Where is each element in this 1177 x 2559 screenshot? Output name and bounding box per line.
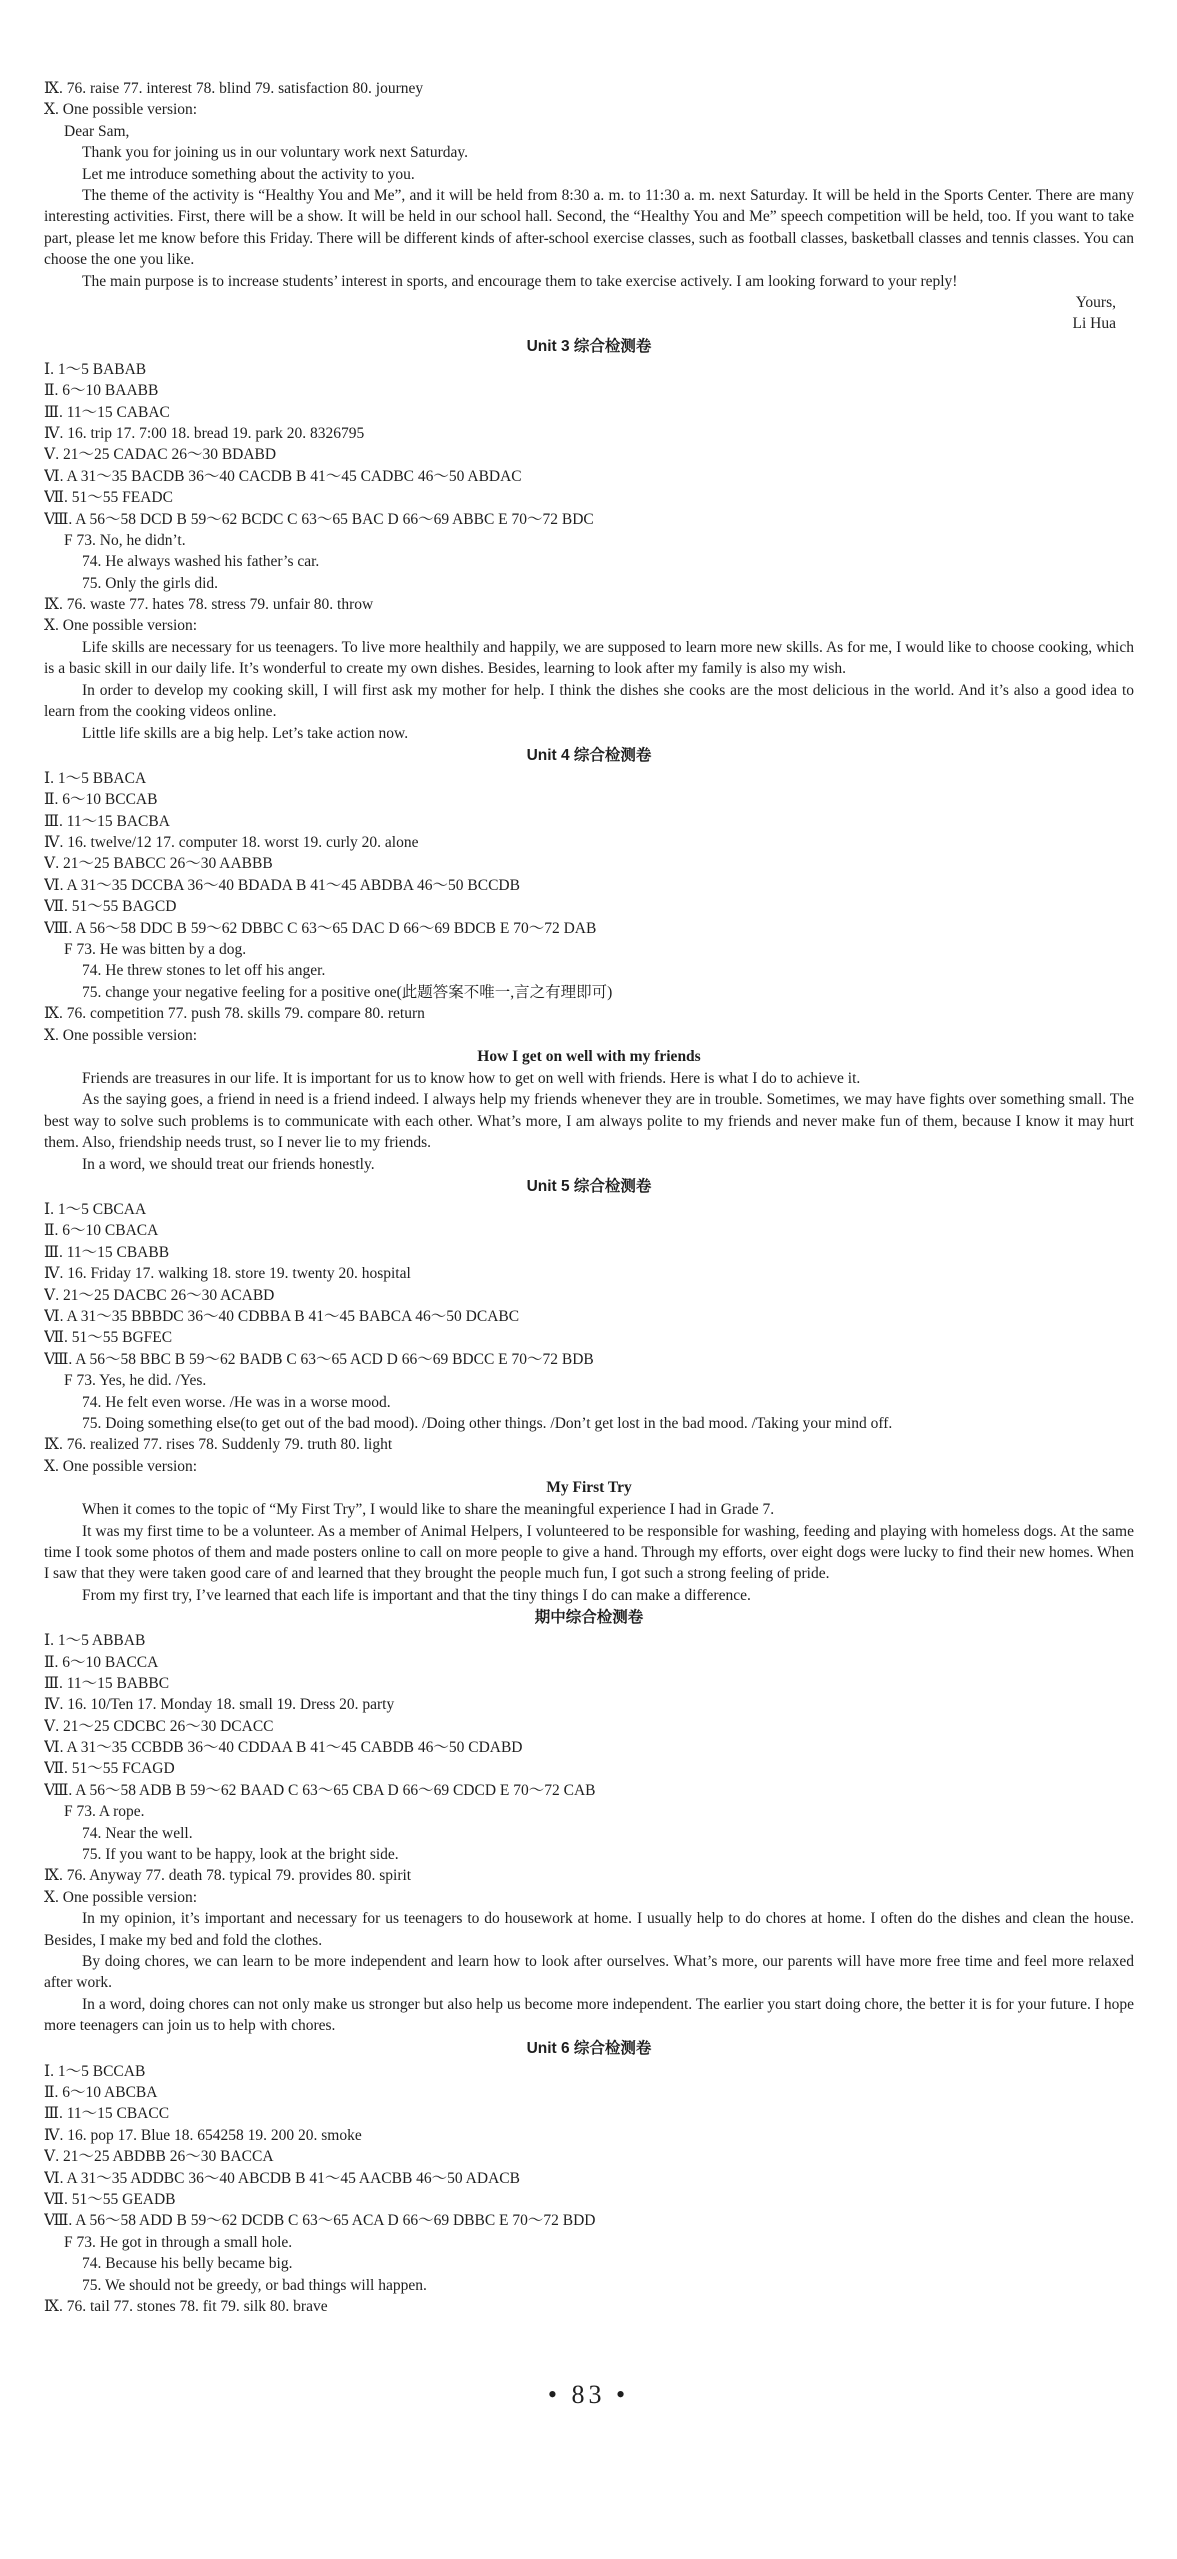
answer-line: Ⅱ. 6～10 BACCA <box>44 1653 159 1671</box>
answer-line: Ⅱ. 6～10 CBACA <box>44 1222 159 1240</box>
answer-line: Ⅸ. 76. realized 77. rises 78. Suddenly 79. truth 80. light <box>44 1436 393 1454</box>
essay-paragraph: In a word, we should treat our friends honestly. <box>82 1155 375 1173</box>
answer-line: Ⅵ. A 31～35 BBBDC 36～40 CDBBA B 41～45 BABCA 46～50 DCABC <box>44 1307 520 1325</box>
answer-line: Ⅸ. 76. competition 77. push 78. skills 79. compare 80. return <box>44 1005 425 1023</box>
answer-line: Ⅲ. 11～15 CABAC <box>44 403 170 421</box>
answer-line: Ⅴ. 21～25 BABCC 26～30 AABBB <box>44 855 273 873</box>
answer-line: Ⅵ. A 31～35 BACDB 36～40 CACDB B 41～45 CADBC 46～50 ABDAC <box>44 467 522 485</box>
letter-paragraph: Let me introduce something about the activity to you. <box>82 165 415 183</box>
answer-line: 74. Because his belly became big. <box>82 2255 293 2273</box>
answer-line: Ⅷ. A 56～58 ADD B 59～62 DCDB C 63～65 ACA D 66～69 DBBC E 70～72 BDD <box>44 2212 596 2230</box>
essay-paragraph: By doing chores, we can learn to be more independent and learn how to look after ourselves. What’s more, our parents will have more free time and feel more relaxed after work. <box>44 1953 1134 1992</box>
answer-line: Ⅱ. 6～10 ABCBA <box>44 2084 158 2102</box>
answer-line: Ⅹ. One possible version: <box>44 1026 198 1044</box>
unit4-title: Unit 4 综合检测卷 <box>526 746 652 764</box>
answer-line: Ⅴ. 21～25 CDCBC 26～30 DCACC <box>44 1717 274 1735</box>
essay-paragraph: Little life skills are a big help. Let’s take action now. <box>82 724 409 742</box>
unit6-title: Unit 6 综合检测卷 <box>526 2039 652 2057</box>
essay-paragraph: It was my first time to be a volunteer. As a member of Animal Helpers, I volunteered to be responsible for washing, feeding and playing with homeless dogs. At the same time I took some photos of them and made posters online to call on more people to give a hand. Through my efforts, over eight dogs were lucky to find their new homes. When I saw that they were taken good care of and learned that they brought the people much fun, I got such a strong feeling of pride. <box>44 1522 1134 1583</box>
essay-paragraph: Friends are treasures in our life. It is important for us to know how to get on well with friends. Here is what I do to achieve it. <box>82 1069 861 1087</box>
answer-line: Ⅸ. 76. Anyway 77. death 78. typical 79. provides 80. spirit <box>44 1867 412 1885</box>
answer-line: F 73. He was bitten by a dog. <box>64 941 247 959</box>
answer-line: Ⅰ. 1～5 CBCAA <box>44 1201 147 1219</box>
top-x-heading: Ⅹ. One possible version: <box>44 101 198 119</box>
essay-paragraph: In order to develop my cooking skill, I will first ask my mother for help. I think the dishes she cooks are the most delicious in the world. And it’s also a good idea to learn from the cooking videos online. <box>44 681 1134 721</box>
answer-line: Ⅷ. A 56～58 DCD B 59～62 BCDC C 63～65 BAC D 66～69 ABBC E 70～72 BDC <box>44 510 594 528</box>
answer-line: Ⅲ. 11～15 CBABB <box>44 1243 170 1261</box>
essay-paragraph: In my opinion, it’s important and necessary for us teenagers to do housework at home. I usually help to do chores at home. I often do the dishes and clean the house. Besides, I make my bed and fold the clothes. <box>44 1910 1134 1949</box>
essay-title: My First Try <box>546 1479 632 1497</box>
answer-line: Ⅶ. 51～55 FCAGD <box>44 1760 175 1778</box>
answer-line: 74. He threw stones to let off his anger. <box>82 962 326 980</box>
answer-line: Ⅸ. 76. waste 77. hates 78. stress 79. unfair 80. throw <box>44 596 374 614</box>
answer-line: Ⅹ. One possible version: <box>44 617 198 635</box>
midterm-title: 期中综合检测卷 <box>534 1609 644 1627</box>
essay-title: How I get on well with my friends <box>477 1047 701 1065</box>
answer-line: Ⅰ. 1～5 ABBAB <box>44 1632 146 1650</box>
answer-line: Ⅹ. One possible version: <box>44 1457 198 1475</box>
letter-signature: Li Hua <box>1072 315 1116 333</box>
answer-line: 74. He always washed his father’s car. <box>82 553 320 571</box>
answer-line: 75. Doing something else(to get out of the bad mood). /Doing other things. /Don’t get lost in the bad mood. /Taking your mind off. <box>82 1414 893 1432</box>
letter-salutation: Dear Sam, <box>64 122 130 140</box>
answer-line: Ⅰ. 1～5 BCCAB <box>44 2062 146 2080</box>
answer-line: Ⅶ. 51～55 GEADB <box>44 2190 176 2208</box>
essay-paragraph: In a word, doing chores can not only make us stronger but also help us become more independent. The earlier you start doing chore, the better it is for your future. I hope more teenagers can join us to help with chores. <box>44 1995 1134 2035</box>
letter-paragraph: Thank you for joining us in our voluntary work next Saturday. <box>82 144 469 162</box>
answer-line: Ⅶ. 51～55 BGFEC <box>44 1329 173 1347</box>
answer-line: 75. If you want to be happy, look at the bright side. <box>82 1846 399 1864</box>
answer-line: Ⅲ. 11～15 CBACC <box>44 2105 170 2123</box>
answer-line: Ⅵ. A 31～35 CCBDB 36～40 CDDAA B 41～45 CABDB 46～50 CDABD <box>44 1739 523 1757</box>
answer-line: 74. He felt even worse. /He was in a worse mood. <box>82 1393 391 1411</box>
answer-line: Ⅷ. A 56～58 DDC B 59～62 DBBC C 63～65 DAC D 66～69 BDCB E 70～72 DAB <box>44 919 597 937</box>
answer-line: Ⅳ. 16. Friday 17. walking 18. store 19. twenty 20. hospital <box>44 1265 411 1283</box>
answer-line: 75. We should not be greedy, or bad things will happen. <box>82 2276 427 2294</box>
answer-line: 74. Near the well. <box>82 1824 193 1842</box>
letter-closing: Yours, <box>1075 294 1116 312</box>
answer-line: Ⅸ. 76. tail 77. stones 78. fit 79. silk 80. brave <box>44 2297 328 2315</box>
answer-line: Ⅲ. 11～15 BABBC <box>44 1674 170 1692</box>
unit3-title: Unit 3 综合检测卷 <box>526 337 652 355</box>
answer-line: Ⅰ. 1～5 BBACA <box>44 769 147 787</box>
answer-line: Ⅶ. 51～55 BAGCD <box>44 898 177 916</box>
answer-line: 75. Only the girls did. <box>82 574 219 592</box>
answer-line: Ⅱ. 6～10 BCCAB <box>44 791 158 809</box>
answer-line: Ⅷ. A 56～58 BBC B 59～62 BADB C 63～65 ACD D 66～69 BDCC E 70～72 BDB <box>44 1350 594 1368</box>
answer-line: Ⅵ. A 31～35 ADDBC 36～40 ABCDB B 41～45 AACBB 46～50 ADACB <box>44 2169 520 2187</box>
answer-line: F 73. No, he didn’t. <box>64 531 186 549</box>
answer-line: Ⅷ. A 56～58 ADB B 59～62 BAAD C 63～65 CBA D 66～69 CDCD E 70～72 CAB <box>44 1781 596 1799</box>
answer-line: Ⅱ. 6～10 BAABB <box>44 382 159 400</box>
unit5-title: Unit 5 综合检测卷 <box>526 1178 652 1196</box>
answer-line: Ⅶ. 51～55 FEADC <box>44 489 173 507</box>
answer-line: Ⅴ. 21～25 CADAC 26～30 BDABD <box>44 446 277 464</box>
answer-line: 75. change your negative feeling for a positive one(此题答案不唯一,言之有理即可) <box>82 983 613 1001</box>
essay-paragraph: Life skills are necessary for us teenagers. To live more healthily and happily, we are supposed to learn more new skills. As for me, I would like to choose cooking, which is a basic skill in our daily life. It’s wonderful to create my own dishes. Besides, learning to look after my family is also my wish. <box>44 638 1134 678</box>
answer-line: Ⅳ. 16. twelve/12 17. computer 18. worst 19. curly 20. alone <box>44 834 419 852</box>
answer-line: F 73. He got in through a small hole. <box>64 2233 293 2251</box>
answer-line: F 73. A rope. <box>64 1803 145 1821</box>
letter-paragraph: The theme of the activity is “Healthy You and Me”, and it will be held from 8:30 a. m. to 11:30 a. m. next Saturday. It will be held in the Sports Center. There are many interesting activities. First, there will be a show. It will be held in our school hall. Second, the “Healthy You and Me” speech competition will be held, too. If you want to take part, please let me know before this Friday. There will be different kinds of after-school exercise classes, such as football classes, basketball classes and tennis classes. You can choose the one you like. <box>44 186 1134 269</box>
answer-line: Ⅳ. 16. trip 17. 7:00 18. bread 19. park 20. 8326795 <box>44 424 365 442</box>
letter-paragraph: The main purpose is to increase students’ interest in sports, and encourage them to take exercise actively. I am looking forward to your reply! <box>82 272 958 290</box>
answer-line: Ⅴ. 21～25 DACBC 26～30 ACABD <box>44 1286 275 1304</box>
answer-line: Ⅹ. One possible version: <box>44 1888 198 1906</box>
answer-page <box>44 78 1134 2317</box>
answer-line: Ⅳ. 16. pop 17. Blue 18. 654258 19. 200 20. smoke <box>44 2126 362 2144</box>
essay-paragraph: As the saying goes, a friend in need is a friend indeed. I always help my friends whenever they are in trouble. Sometimes, we may have fights over something small. The best way to solve such problems is to communicate with each other. What’s more, I am always polite to my friends and never make fun of them, because I know it may hurt them. Also, friendship needs trust, so I never lie to my friends. <box>44 1091 1134 1152</box>
answer-line: Ⅳ. 16. 10/Ten 17. Monday 18. small 19. Dress 20. party <box>44 1696 395 1714</box>
top-ix-answers: Ⅸ. 76. raise 77. interest 78. blind 79. satisfaction 80. journey <box>44 80 424 97</box>
answer-line: Ⅲ. 11～15 BACBA <box>44 812 170 830</box>
page-number: • 83 • <box>547 2380 630 2409</box>
answer-line: F 73. Yes, he did. /Yes. <box>64 1372 207 1390</box>
answer-line: Ⅴ. 21～25 ABDBB 26～30 BACCA <box>44 2148 274 2166</box>
essay-paragraph: When it comes to the topic of “My First Try”, I would like to share the meaningful experience I had in Grade 7. <box>82 1501 775 1519</box>
essay-paragraph: From my first try, I’ve learned that each life is important and that the tiny things I do can make a difference. <box>82 1586 751 1604</box>
answer-line: Ⅰ. 1～5 BABAB <box>44 360 147 378</box>
answer-line: Ⅵ. A 31～35 DCCBA 36～40 BDADA B 41～45 ABDBA 46～50 BCCDB <box>44 876 520 894</box>
